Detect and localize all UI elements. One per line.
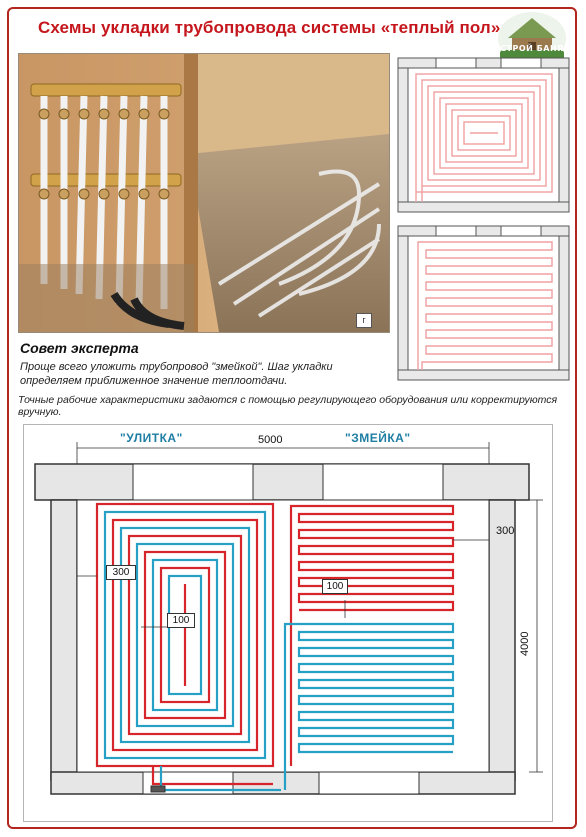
scheme-snail-small xyxy=(396,56,571,214)
logo-text: СТРОЙ БАНЯ xyxy=(500,44,564,53)
offset-left-label: 300 xyxy=(106,565,136,580)
step-snail-label: 100 xyxy=(167,613,195,628)
step-snake-label: 100 xyxy=(322,579,348,594)
scheme-snake-small xyxy=(396,224,571,382)
photo-tag: г xyxy=(356,313,372,328)
photo-manifold-floor xyxy=(18,53,390,333)
label-snake: "ЗМЕЙКА" xyxy=(345,431,411,445)
advice-heading: Совет эксперта xyxy=(20,340,139,356)
height-dimension: 4000 xyxy=(519,631,531,656)
floor-plan-drawing xyxy=(23,424,553,822)
advice-text: Проще всего уложить трубопровод "змейкой". Шаг укладки определяем приближенное значение теплоотдачи. xyxy=(20,361,333,387)
page-title: Схемы укладки трубопровода системы «теплый пол» xyxy=(38,18,501,37)
label-snail: "УЛИТКА" xyxy=(120,431,183,445)
width-dimension: 5000 xyxy=(258,434,283,446)
offset-right-label: 300 xyxy=(496,525,515,537)
note-text: Точные рабочие характеристики задаются с помощью регулирующего оборудования или корректируются вручную. xyxy=(18,394,558,418)
